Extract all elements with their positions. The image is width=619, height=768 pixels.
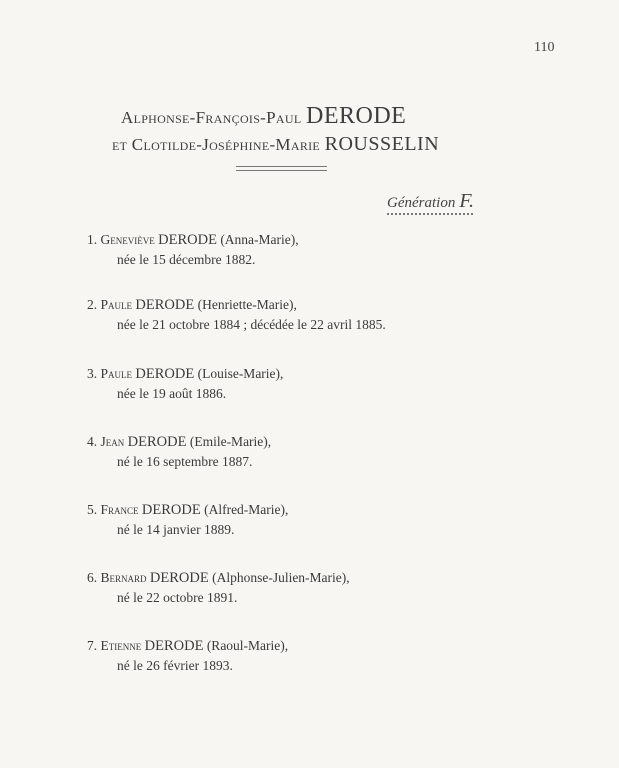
item-first-name: Paule: [100, 366, 133, 381]
title-line-2-names: et Clotilde-Joséphine-Marie: [112, 135, 321, 154]
list-item: [87, 432, 567, 472]
page-number: 110: [534, 40, 555, 55]
list-item: [87, 636, 567, 676]
list-item: [87, 364, 567, 404]
item-surname: DERODE: [149, 570, 209, 586]
item-surname: DERODE: [135, 366, 195, 382]
list-item: [87, 295, 567, 335]
item-detail: né le 16 septembre 1887.: [117, 454, 253, 469]
item-detail: née le 19 août 1886.: [117, 386, 227, 401]
item-number: 6.: [87, 570, 98, 585]
item-number: 2.: [87, 297, 98, 312]
generation-letter: F.: [459, 190, 474, 212]
title-line-1-surname: DERODE: [306, 103, 407, 129]
list-item: [87, 230, 567, 270]
item-given-names: (Louise-Marie),: [197, 366, 284, 381]
item-surname: DERODE: [141, 502, 201, 518]
item-first-name: Etienne: [100, 638, 142, 653]
item-given-names: (Raoul-Marie),: [206, 638, 289, 653]
item-given-names: (Alfred-Marie),: [204, 502, 289, 517]
item-surname: DERODE: [144, 638, 204, 654]
title-line-2-surname: ROUSSELIN: [324, 133, 440, 155]
item-first-name: France: [100, 502, 139, 517]
item-number: 5.: [87, 502, 98, 517]
item-number: 3.: [87, 366, 98, 381]
item-given-names: (Henriette-Marie),: [197, 297, 297, 312]
item-detail: né le 14 janvier 1889.: [117, 522, 235, 537]
item-surname: DERODE: [158, 232, 217, 248]
title-line-1-names: Alphonse-François-Paul: [121, 108, 302, 127]
item-given-names: (Emile-Marie),: [189, 434, 272, 449]
item-surname: DERODE: [135, 297, 195, 313]
item-first-name: Paule: [100, 297, 133, 312]
item-detail: né le 26 février 1893.: [117, 658, 233, 673]
item-given-names: (Anna-Marie),: [220, 232, 299, 247]
item-number: 7.: [87, 638, 98, 653]
list-item: [87, 500, 567, 540]
item-detail: née le 15 décembre 1882.: [117, 252, 256, 267]
item-detail: née le 21 octobre 1884 ; décédée le 22 avril 1885.: [117, 317, 386, 332]
item-number: 4.: [87, 434, 98, 449]
list-item: [87, 568, 567, 608]
item-number: 1.: [87, 232, 98, 247]
item-first-name: Geneviève: [100, 232, 155, 247]
item-first-name: Bernard: [100, 570, 147, 585]
item-surname: DERODE: [127, 434, 187, 450]
generation-text: Génération: [387, 195, 456, 211]
item-given-names: (Alphonse-Julien-Marie),: [212, 570, 350, 585]
item-detail: né le 22 octobre 1891.: [117, 590, 238, 605]
item-first-name: Jean: [100, 434, 125, 449]
